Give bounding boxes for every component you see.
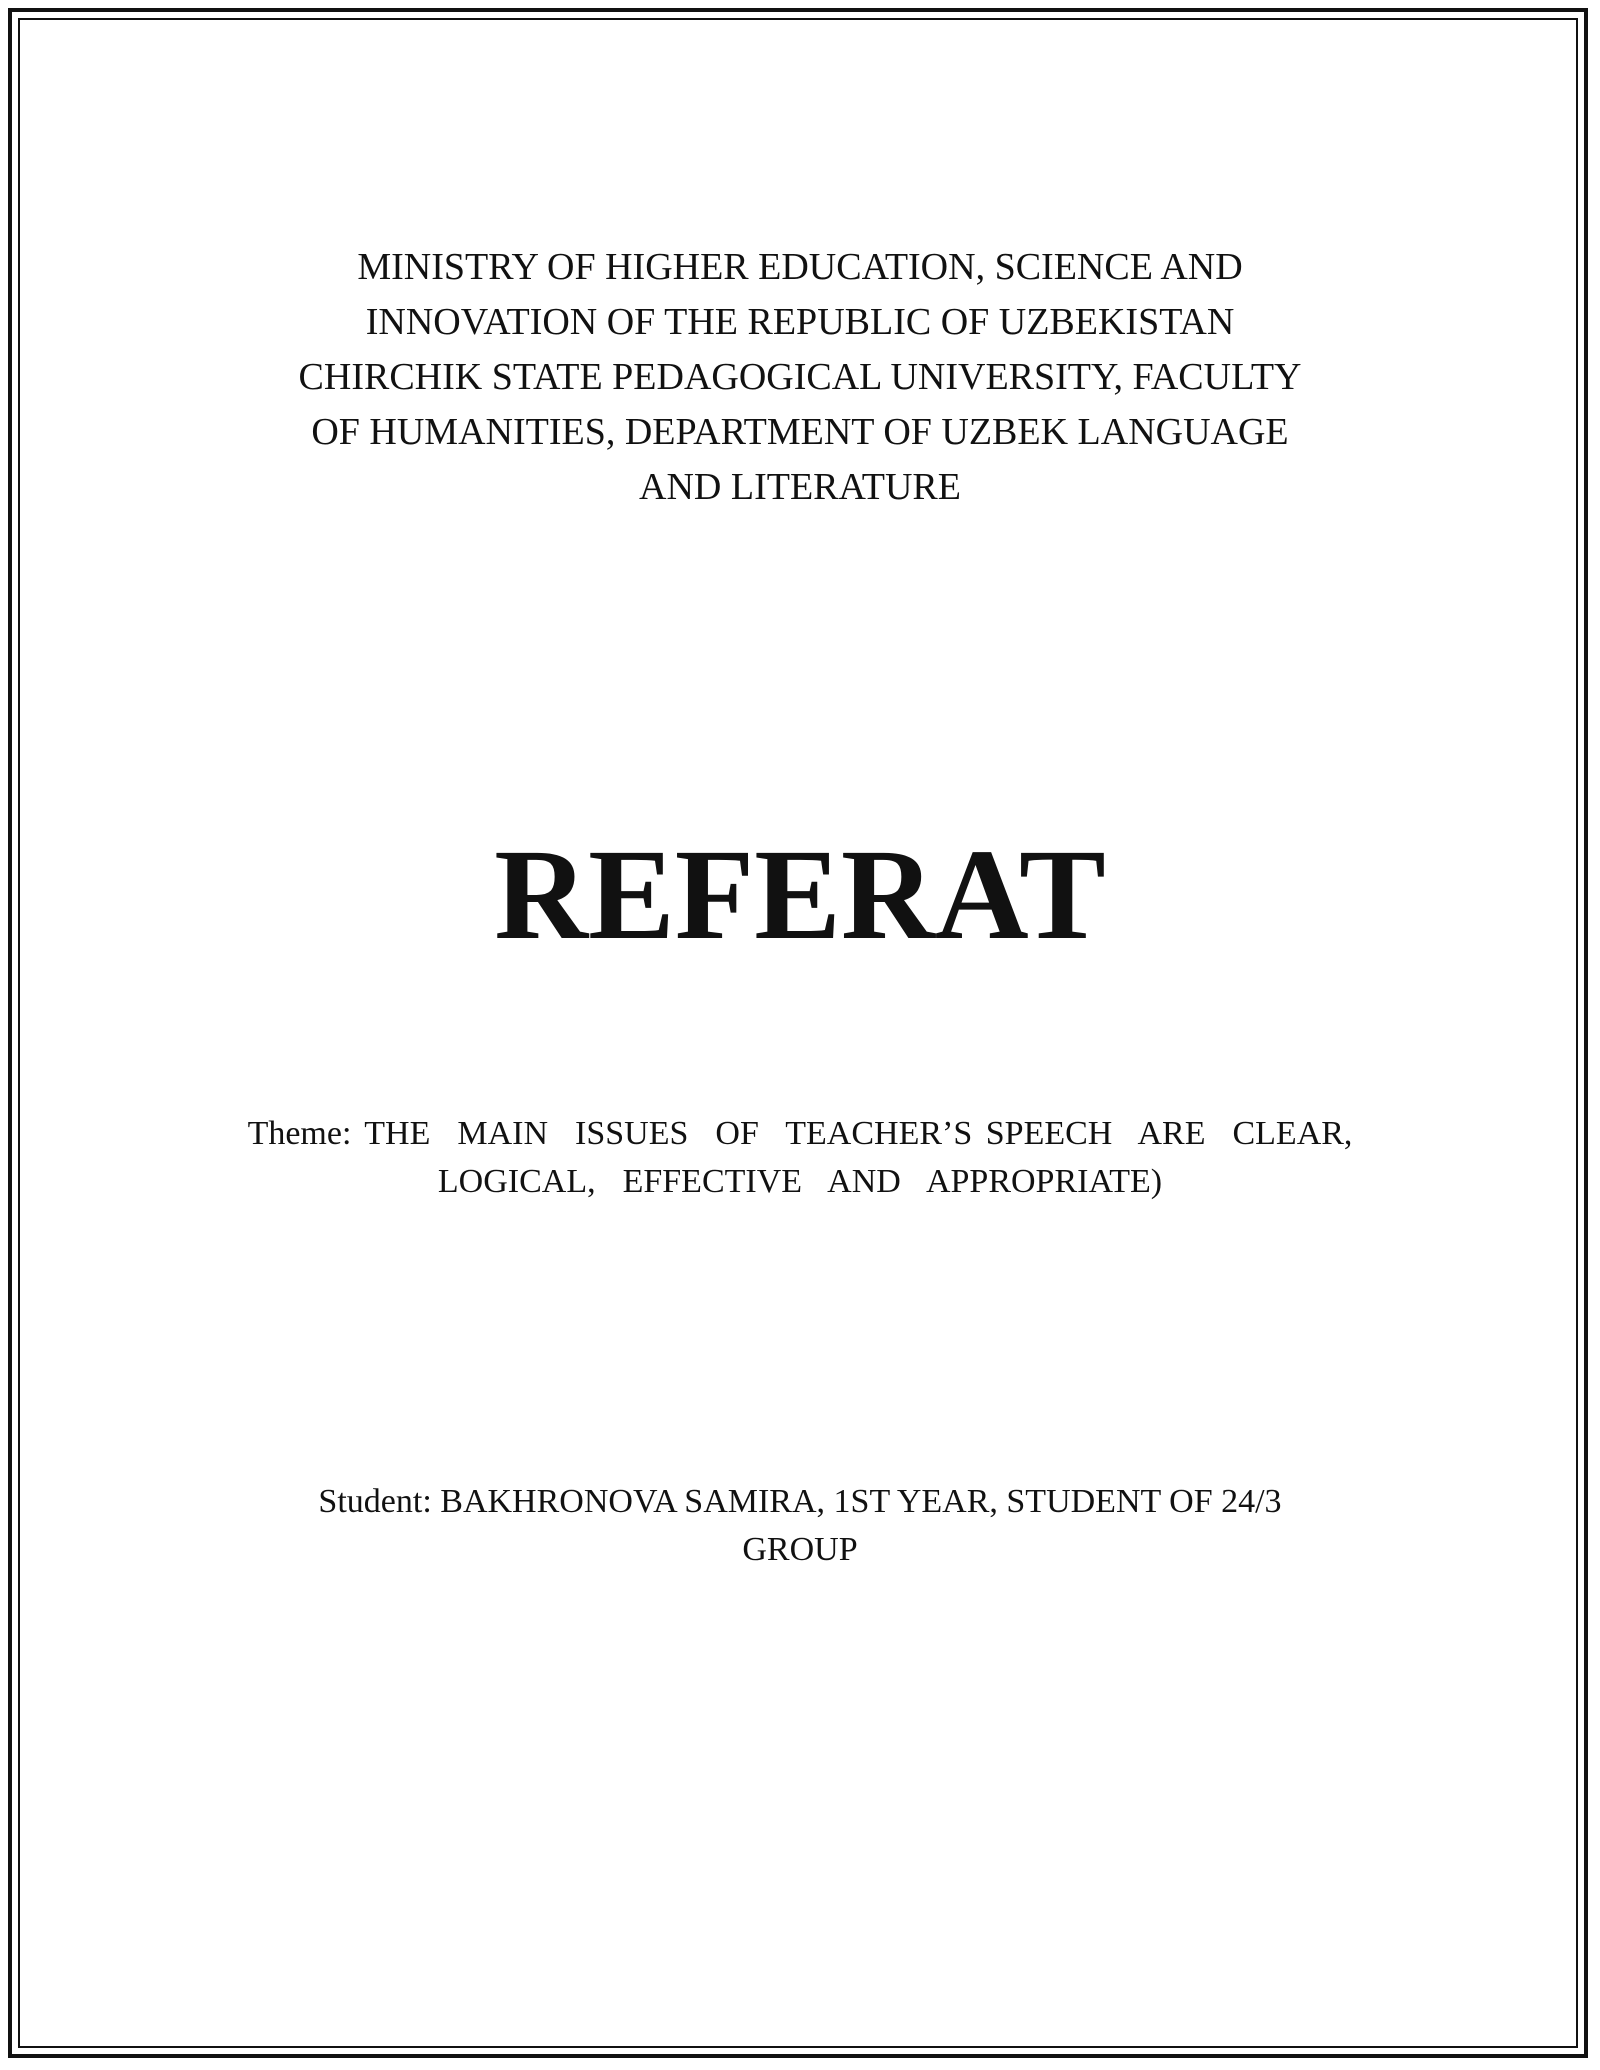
header-line: MINISTRY OF HIGHER EDUCATION, SCIENCE AND bbox=[357, 246, 1243, 288]
institution-header bbox=[0, 240, 1600, 515]
student-line: Student: BAKHRONOVA SAMIRA, 1ST YEAR, STUDENT OF 24/3 bbox=[318, 1483, 1282, 1520]
student-line: GROUP bbox=[742, 1531, 858, 1568]
header-line: AND LITERATURE bbox=[639, 466, 961, 508]
student-info bbox=[0, 1478, 1600, 1574]
header-line: INNOVATION OF THE REPUBLIC OF UZBEKISTAN bbox=[365, 301, 1235, 343]
theme-text bbox=[0, 1110, 1600, 1206]
document-title: REFERAT bbox=[494, 823, 1106, 967]
theme-line: Theme: THE MAIN ISSUES OF TEACHER’S SPEECH ARE CLEAR, bbox=[247, 1115, 1353, 1152]
header-line: OF HUMANITIES, DEPARTMENT OF UZBEK LANGUAGE bbox=[311, 411, 1289, 453]
theme-line: LOGICAL, EFFECTIVE AND APPROPRIATE) bbox=[437, 1163, 1163, 1200]
header-line: CHIRCHIK STATE PEDAGOGICAL UNIVERSITY, FACULTY bbox=[298, 356, 1302, 398]
